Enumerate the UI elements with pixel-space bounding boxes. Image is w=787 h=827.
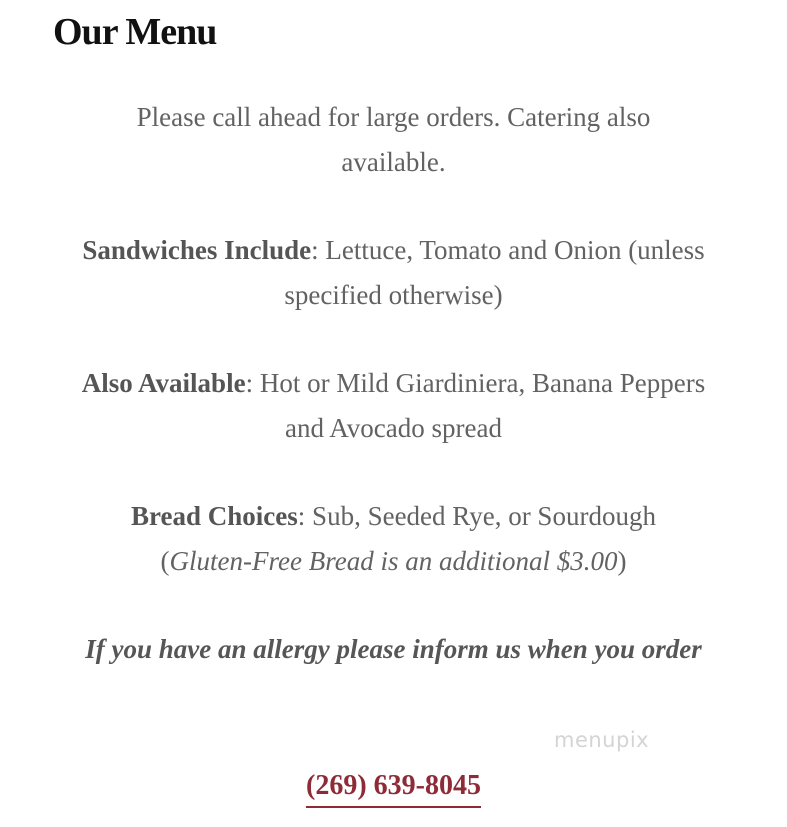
also-available-separator: :	[245, 368, 254, 398]
page-title: Our Menu	[53, 11, 217, 53]
also-available-info	[79, 361, 709, 451]
phone-container	[0, 766, 787, 808]
sandwiches-label: Sandwiches Include	[82, 235, 312, 265]
gluten-free-note: Gluten-Free Bread is an additional $3.00	[169, 546, 618, 576]
sandwiches-separator: :	[311, 235, 319, 265]
bread-choices-info	[74, 494, 714, 584]
watermark-logo: menupix	[554, 728, 650, 752]
sandwiches-info	[69, 228, 719, 318]
allergy-notice: If you have an allergy please inform us when you order	[85, 634, 702, 664]
bread-choices-separator: :	[297, 501, 306, 531]
also-available-label: Also Available	[81, 368, 246, 398]
also-available-text: Hot or Mild Giardiniera, Banana Peppers and Avocado spread	[253, 368, 706, 443]
bread-choices-label: Bread Choices	[131, 501, 298, 531]
intro-text: Please call ahead for large orders. Catering also available.	[136, 102, 651, 177]
phone-link[interactable]: (269) 639-8045	[306, 766, 481, 808]
gluten-free-note-open: (	[160, 546, 170, 576]
menu-info	[0, 95, 787, 672]
sandwiches-text: Lettuce, Tomato and Onion (unless specified otherwise)	[284, 235, 705, 310]
gluten-free-note-close: )	[617, 546, 627, 576]
bread-choices-text: Sub, Seeded Rye, or Sourdough	[305, 501, 656, 531]
